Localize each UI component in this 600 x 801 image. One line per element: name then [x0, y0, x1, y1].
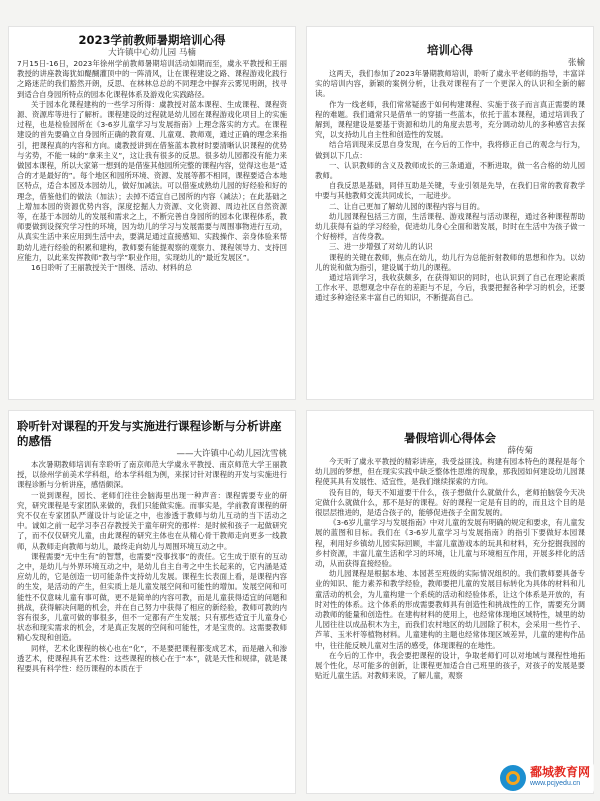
- article-paragraph: 三、进一步增强了对幼儿的认识: [329, 242, 433, 252]
- article-author: ——大许镇中心幼儿园沈雪桃: [176, 449, 287, 459]
- article-paragraph: 幼儿园课程包括三方面，生活课程、游戏课程与活动课程，通过各种课程帮助幼儿获得有益的学习经验，促进幼儿身心全面和谐发展，时时在生活中为孩子做一个好榜样，言传身教。: [315, 211, 585, 242]
- article-paragraph: 自我反思是基础，同伴互助是关键，专业引领是先导，在我们日常的教育教学中要与其他教师交流共同成长，一起进步。: [315, 181, 585, 201]
- article-panel-3: [8, 410, 296, 794]
- article-title: 暑假培训心得体会: [404, 431, 496, 445]
- article-author: 薛传菊: [507, 446, 533, 456]
- watermark-url: www.pcjyedu.cn: [529, 780, 581, 787]
- article-paragraph: 16日聆听了王丽教授关于“围绕、活动、材料的总: [31, 263, 193, 273]
- article-paragraph: 本次暑期教师培训有幸聆听了南京师范大学虞永平教授、南京师范大学王丽教授，以徐州学前美术学科组，给本学科组为例，来探讨针对课程的开发与实施进行课程诊断与分析讲座，感悟颇深。: [17, 460, 287, 490]
- article-paragraph: 没有目的，每天不知道要干什么，孩子想做什么就做什么，老师拍脑袋今天决定做什么就做什么，那不是好的课程。好的课程一定是有目的的，而且这个目的是很层层推进的，是适合孩子的，能够促进孩子全面发展的。: [315, 487, 585, 518]
- article-panel-1: [8, 26, 296, 400]
- article-title: 培训心得: [427, 43, 473, 57]
- article-paragraph: 同样，艺术化课程的核心也在“化”，不是要把课程都变成艺术，而是融入和渗透艺术，使课程具有艺术性：这些课程的核心在于“本”，就是天性和规律，就是课程要具有科学性：经历课程的本质在于: [17, 643, 287, 674]
- article-paragraph: 幼儿园课程是根据本地、本园甚至班级的实际情况组织的。我们教师要具备专业的知识、能力素养和教学经验，教师要把儿童的发展目标转化为具体的材料和儿童活动的机会，为儿童构建一个系统的活动和经验体系，让这个体系是开放的，有时对性的体系。这个体系的形成需要教师具有创造性和挑战性的工作，需要充分调动教师的能量和创造性。在建构材料的使用上，也经常体现地区域特性，城里的幼儿园往往以成品积木为主，而我们农村地区的幼儿园除了积木，会采用一些竹子、芦苇、玉米杆等植物材料。儿童建构的主题也经常体现区域差异，儿童的建构作品中，往往能反映儿童对生活的感受，体现课程的在地性。: [315, 569, 585, 650]
- watermark-name: 鄱城教育网: [529, 765, 590, 779]
- article-panel-2: [306, 26, 594, 400]
- article-author: 张榆: [567, 58, 585, 68]
- article-paragraph: 一、认识教师的含义及教师成长的三条通道，不断进取，做一名合格的幼儿园教师。: [315, 160, 585, 181]
- article-paragraph: 在今后的工作中，我会要把课程的设计，争取老师们可以对地域与课程性地拓展个性化，尽可能多的创新，让课程更加适合自己班里的孩子，对孩子的发展是要贴近儿童生活。对教师来说，了解儿童，观察: [315, 650, 585, 681]
- site-logo-icon: [500, 765, 526, 791]
- article-title: 2023学前教师暑期培训心得: [78, 33, 226, 47]
- article-paragraph: 今天听了虞永平教授的精彩讲座，我受益匪浅。构建有园本特色的课程是每个幼儿园的梦想，但在现实实践中缺乏整体性思维的现象，那我园如何建设幼儿园课程使其具有发展性、适宜性，是我们继续探索的方向。: [315, 457, 585, 487]
- article-author: 大许镇中心幼儿园 马楠: [108, 48, 196, 58]
- article-paragraph: 7月15日-16日，2023年徐州学前教师暑期培训活动如期而至，虞永平教授和王丽教授的讲座教诲犹如醍醐灌顶中的一阵清风，让在课程建设之路、课程游戏化践行之路迷茫的我们豁然开朗，反思、在林林总总的不同理念中摒弃云雾见明朗，找寻到适合自身园所特点的园本化课程体系及游戏化实践路径。: [17, 59, 287, 99]
- article-paragraph: 二、让自己更加了解幼儿园的课程内容与目的。: [329, 201, 485, 211]
- article-paragraph: 这两天，我们参加了2023年暑期教师培训，聆听了虞永平老师的指导，丰富详实的培训内容，新颖的案例分析，让我对课程有了一个更深入的认识和全新的解读。: [315, 69, 585, 99]
- article-title: 聆听针对课程的开发与实施进行课程诊断与分析讲座的感悟: [17, 419, 282, 448]
- site-watermark: [496, 763, 594, 793]
- article-paragraph: 课程需要“无中生有”的智慧，也需要“没事找事”的责任。它生成于原有的互动之中，是幼儿与外界环境互动之中，是幼儿自主自考之中生长起来的，它内涵是适应幼儿的，它是创造一切可能条件支持幼儿发展。课程生长表面上看，是课程内容的生发，是活动的产生，但实质上是儿童发展空间和可能性的增加。发展空间和可能性不仅意味儿童有事可做，更不是简单的内容可教，而是儿童获得适宜的问题和挑战，获得解决问题的机会，并在自己努力中获得了相应的新经验，教师可教的内容有很多，儿童可做的事很多，但不一定都有产生发展；只有那些适宜于儿童身心状态和现实需求的机会，才是真正发展的空间和可能性，才是宝贵的。这需要教师精心发现和创造。: [17, 551, 287, 643]
- article-paragraph: 结合培训现来反思自身发现，在今后的工作中，我将修正自己的观念与行为，做到以下几点：: [315, 140, 585, 160]
- article-panel-4: [306, 410, 594, 794]
- article-paragraph: 作为一线老师，我们常常疑惑于如何构建课程、实施于孩子而言真正需要的课程的难题。我们通常只是借单一的穿插一些蓝本，依托于蓝本课程，通过培训我了解到，课程建设是要基于资源和幼儿的角度去思考，充分调动幼儿的多种感官去探究，以支持幼儿自主性和创造性的发展。: [315, 99, 585, 140]
- article-paragraph: 课程的关键在教师，焦点在幼儿，幼儿行为总能折射教师的思想和作为。以幼儿的说和做为指引，建设属于幼儿的课程。: [315, 252, 585, 272]
- article-paragraph: 通过培训学习，我收获颇多，在获得知识的同时，也认识到了自己在理论素质工作水平、思想观念中存在的差距与不足，今后，我要把握各种学习的机会，还要通过多种途径来丰富自己的知识，不断提高自己。: [315, 273, 585, 303]
- article-paragraph: 《3-6岁儿童学习与发展指南》中对儿童的发展有明确的规定和要求，有儿童发展的蓝图和目标。我们在《3-6岁儿童学习与发展指南》的指引下要做好本园课程，利用好乡镇幼儿园实际回顾，丰富儿童游戏本的玩具和材料，充分挖掘我园的乡村资源，丰富儿童生活和学习的环境，让儿童与环境相互作用，开展多样化的活动，从而获得直接经验。: [315, 518, 585, 569]
- article-paragraph: 一说到课程，园长、老师们往往会脑海里出现一种声音：课程需要专业的研究，研究课程是专家团队来做的，我们只能做实施。而事实是，学前教育课程的研究不仅在专家团队严谨设计与论证之中，也渗透于教师与幼儿互动的当下活动之中。诚如之前一起学习李召存教授关于童年研究的那样：是时候和孩子一起做研究了，而不仅仅研究儿童，由此课程的研究主体也在从精心骨干教师走向更多一线教师，从教师走向教师与幼儿，最终走向幼儿与周围环境互动之中。: [17, 490, 287, 551]
- article-paragraph: 关于园本化课程建构的一些学习所得：虞教授对蓝本课程、生成课程、课程资源、资源库等进行了解析。课程建设的过程就是幼儿园在课程游戏化项目上的实施过程，也是检验园所在《3-6岁儿童学习与发展指南》上理念落实的方式。在课程建设的首先要确立自身园所正确的教育观、儿童观、教师观，通过正确的理念来指引，把课程真的内容和方向。虞教授讲到在借鉴蓝本教材时要清晰认识课程的优势与劣势，不能一味的“拿来主义”，这让我有很多的反思。很多幼儿园都没有能力来做园本课程，所以大家第一想到的是借鉴其他园所完整的课程内容，觉得这也是“适合的才是最好的”。每个地区和园所环境、资源、发展等都不相同，课程要适合本地区特点，适合本园及本园幼儿，做好加减法。可以借鉴成熟幼儿园的好经验和好的理念，借鉴他们的做法（加法）；去掉不适宜自己园所的内容（减法）；在此基础之上增加本园的资源优势内容，深度挖掘人力资源、文化资源、周边社区自然资源等，在基于本园幼儿的发展和需求之上，不断完善自身园所的园本化课程体系，教师要做到设探究学习性的环境，因为幼儿的学习与发展需要与周围事物进行互动，从真实生活中来应用到生活中去，要满足通过直接感知、实践操作、亲身体验来帮助幼儿进行经验的积累和建构，教师要有能提观察的观察力、课程领导力、支持回应能力，以此来发挥教师“教与学”职业作用，实现幼儿的“最近发展区”。: [17, 99, 287, 262]
